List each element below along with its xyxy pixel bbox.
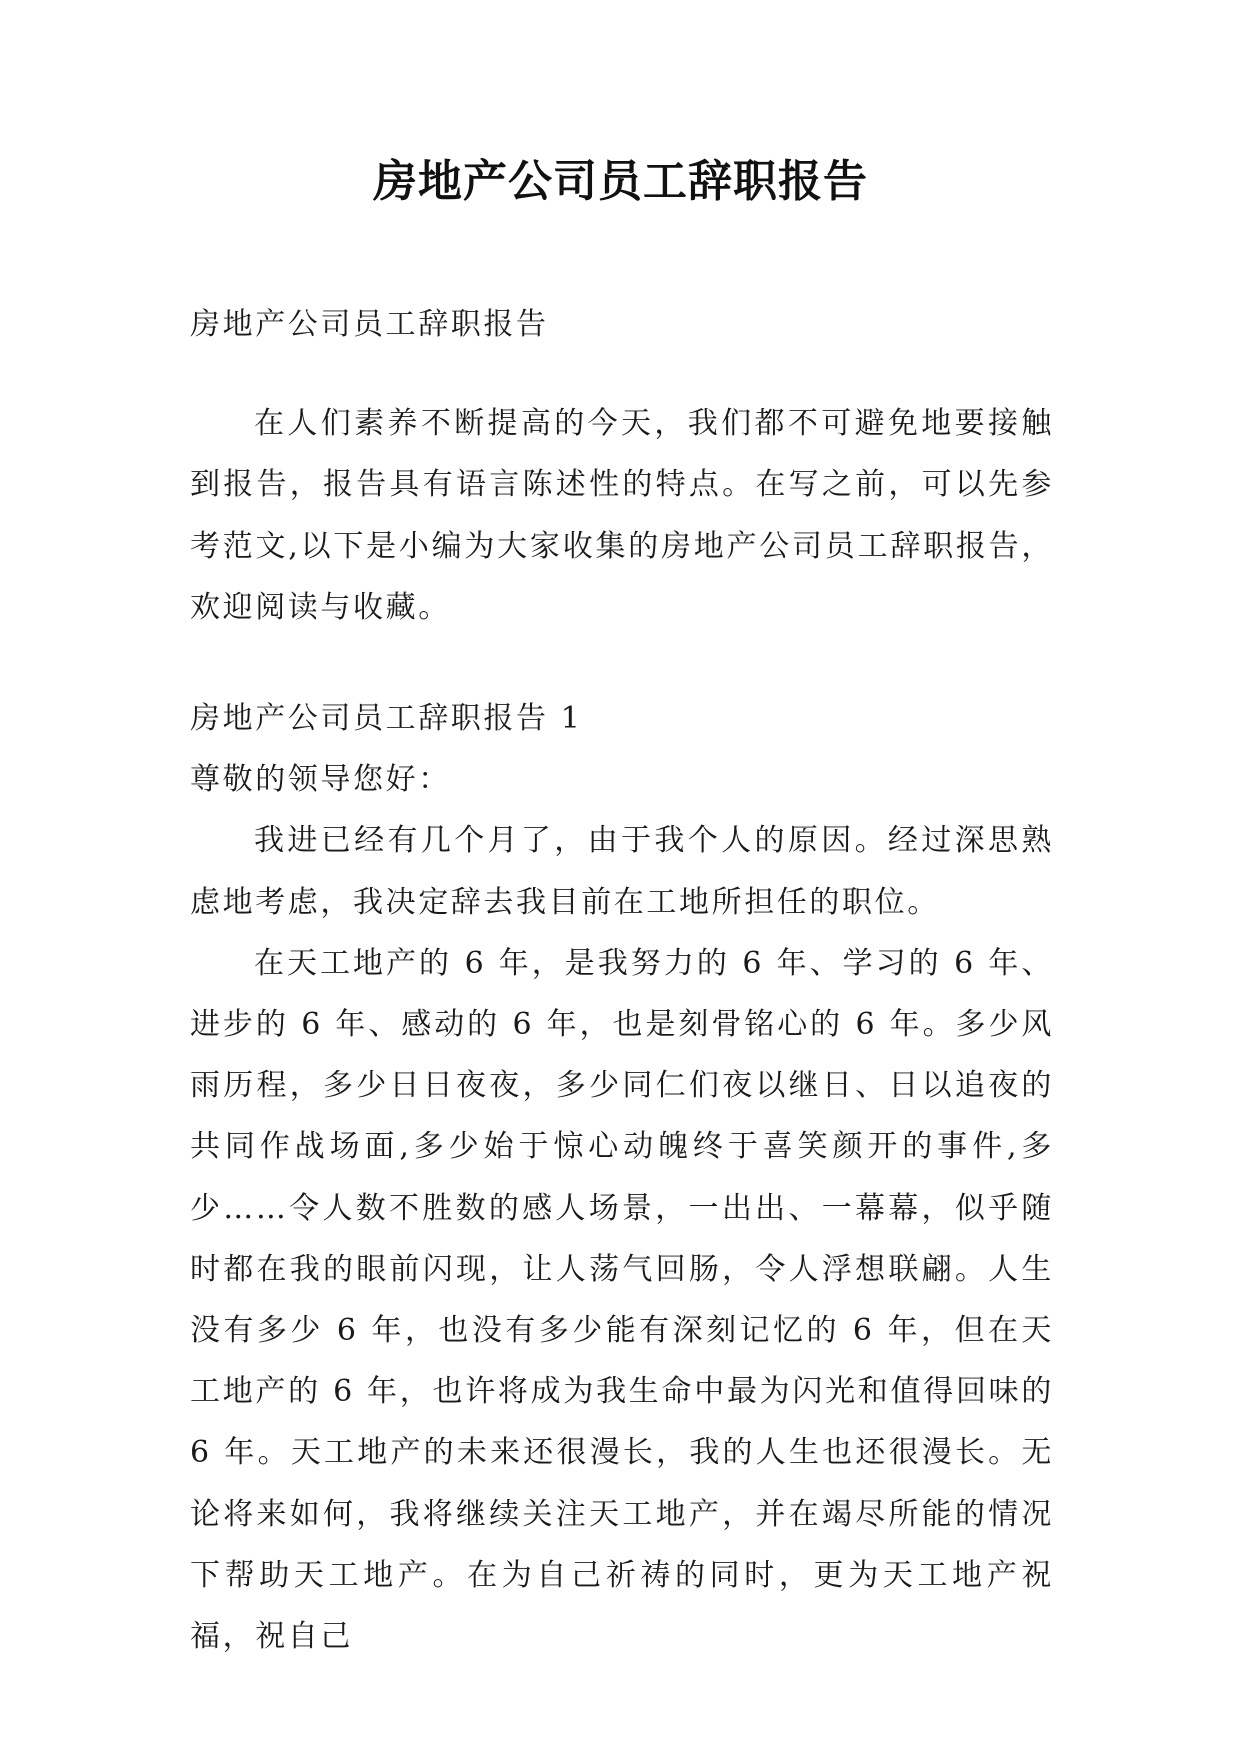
section-heading: 房地产公司员工辞职报告 1 xyxy=(190,701,583,737)
intro-paragraph: 在人们素养不断提高的今天，我们都不可避免地要接触到报告，报告具有语言陈述性的特点。在写之前，可以先参考范文,以下是小编为大家收集的房地产公司员工辞职报告，欢迎阅读与收藏。 xyxy=(190,406,1054,625)
body-paragraph: 在天工地产的 6 年，是我努力的 6 年、学习的 6 年、进步的 6 年、感动的 6 年，也是刻骨铭心的 6 年。多少风雨历程，多少日日夜夜，多少同仁们夜以继日、日以追夜的共同作战场面,多少始于惊心动魄终于喜笑颜开的事件,多少……令人数不胜数的感人场景，一出出、一幕幕，似乎随时都在我的眼前闪现，让人荡气回肠，令人浮想联翩。人生没有多少 6 年，也没有多少能有深刻记忆的 6 年，但在天工地产的 6 年，也许将成为我生命中最为闪光和值得回味的 6 年。天工地产的未来还很漫长，我的人生也还很漫长。无论将来如何，我将继续关注天工地产，并在竭尽所能的情况下帮助天工地产。在为自己祈祷的同时，更为天工地产祝福，祝自己 xyxy=(190,945,1054,1655)
document-title: 房地产公司员工辞职报告 xyxy=(373,156,868,207)
document-body xyxy=(190,294,1054,1667)
document-subtitle: 房地产公司员工辞职报告 xyxy=(190,307,549,342)
salutation: 尊敬的领导您好： xyxy=(190,762,451,798)
body-paragraph: 我进已经有几个月了，由于我个人的原因。经过深思熟虑地考虑，我决定辞去我目前在工地所担任的职位。 xyxy=(190,823,1054,920)
